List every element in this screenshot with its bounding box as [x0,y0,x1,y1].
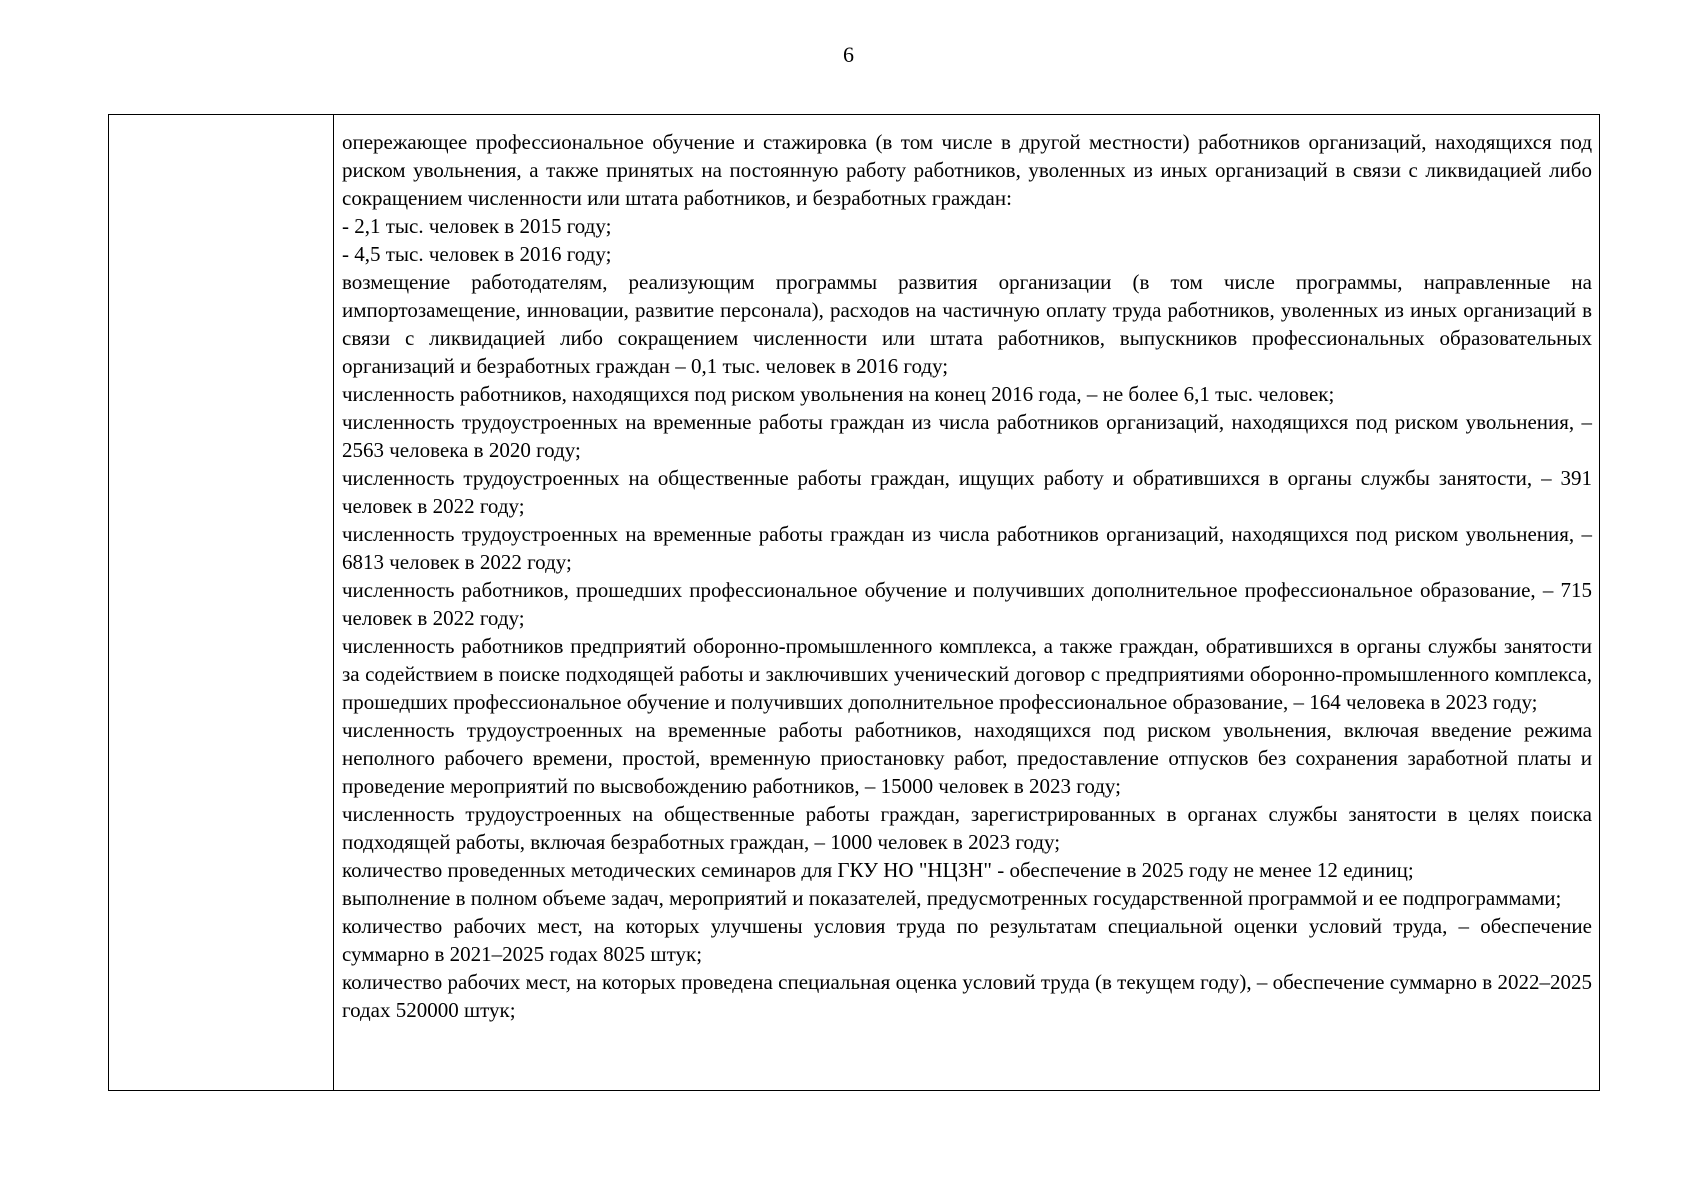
table-paragraph: опережающее профессиональное обучение и стажировка (в том числе в другой местности) работников организаций, находящихся под риском увольнения, а также принятых на постоянную работу работников, уволенных из иных организаций в связи с ликвидацией либо сокращением численности или штата работников, и безработных граждан: [342,130,1592,210]
table-paragraph: количество проведенных методических семинаров для ГКУ НО "НЦЗН" - обеспечение в 2025 году не менее 12 единиц; [342,858,1414,882]
document-table [108,114,1600,1091]
table-paragraph: - 4,5 тыс. человек в 2016 году; [342,242,612,266]
table-paragraph: численность работников предприятий оборонно-промышленного комплекса, а также граждан, обратившихся в органы службы занятости за содействием в поиске подходящей работы и заключивших ученический договор с предприятиями оборонно-промышленного комплекса, прошедших профессиональное обучение и получивших дополнительное профессиональное образование, – 164 человека в 2023 году; [342,634,1592,714]
table-paragraph: численность трудоустроенных на общественные работы граждан, зарегистрированных в органах службы занятости в целях поиска подходящей работы, включая безработных граждан, – 1000 человек в 2023 году; [342,802,1592,854]
table-paragraph: численность работников, прошедших профессиональное обучение и получивших дополнительное профессиональное образование, – 715 человек в 2022 году; [342,578,1592,630]
table-right-cell [334,115,1599,1090]
table-left-cell [109,115,334,1090]
table-paragraph: численность трудоустроенных на временные работы граждан из числа работников организаций, находящихся под риском увольнения, – 2563 человека в 2020 году; [342,410,1592,462]
table-paragraph: численность трудоустроенных на временные работы работников, находящихся под риском увольнения, включая введение режима неполного рабочего времени, простой, временную приостановку работ, предоставление отпусков без сохранения заработной платы и проведение мероприятий по высвобождению работников, – 15000 человек в 2023 году; [342,718,1592,798]
table-paragraph: количество рабочих мест, на которых проведена специальная оценка условий труда (в текущем году), – обеспечение суммарно в 2022–2025 годах 520000 штук; [342,970,1592,1022]
page-number: 6 [843,42,854,67]
table-paragraph: численность трудоустроенных на временные работы граждан из числа работников организаций, находящихся под риском увольнения, – 6813 человек в 2022 году; [342,522,1592,574]
table-paragraph: численность трудоустроенных на общественные работы граждан, ищущих работу и обратившихся в органы службы занятости, – 391 человек в 2022 году; [342,466,1592,518]
table-paragraph: выполнение в полном объеме задач, мероприятий и показателей, предусмотренных государственной программой и ее подпрограммами; [342,886,1562,910]
table-paragraph: количество рабочих мест, на которых улучшены условия труда по результатам специальной оценки условий труда, – обеспечение суммарно в 2021–2025 годах 8025 штук; [342,914,1592,966]
table-paragraph: численность работников, находящихся под риском увольнения на конец 2016 года, – не более 6,1 тыс. человек; [342,382,1335,406]
table-paragraph: - 2,1 тыс. человек в 2015 году; [342,214,612,238]
table-paragraph: возмещение работодателям, реализующим программы развития организации (в том числе программы, направленные на импортозамещение, инновации, развитие персонала), расходов на частичную оплату труда работников, уволенных из иных организаций в связи с ликвидацией либо сокращением численности или штата работников, выпускников профессиональных образовательных организаций и безработных граждан – 0,1 тыс. человек в 2016 году; [342,270,1592,378]
